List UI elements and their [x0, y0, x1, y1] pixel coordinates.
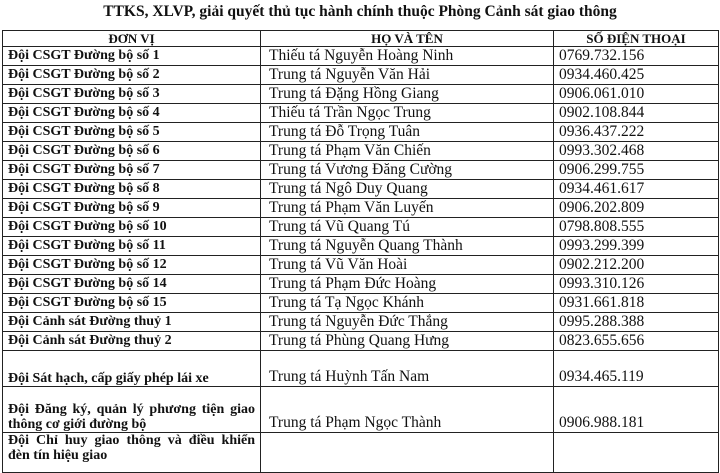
name-cell: Trung tá Phạm Đức Hoàng — [261, 275, 554, 294]
table-row — [3, 433, 719, 473]
unit-cell: Đội CSGT Đường bộ số 2 — [3, 66, 261, 85]
unit-cell: Đội CSGT Đường bộ số 1 — [3, 47, 261, 66]
table-row — [3, 313, 719, 332]
name-cell: Thiếu tá Trần Ngọc Trung — [261, 104, 554, 123]
table-row — [3, 47, 719, 66]
phone-cell: 0995.288.388 — [554, 313, 719, 332]
unit-cell: Đội CSGT Đường bộ số 8 — [3, 180, 261, 199]
name-cell: Trung tá Đỗ Trọng Tuân — [261, 123, 554, 142]
unit-cell: Đội CSGT Đường bộ số 9 — [3, 199, 261, 218]
unit-cell: Đội Sát hạch, cấp giấy phép lái xe — [3, 351, 261, 387]
phone-cell: 0823.655.656 — [554, 332, 719, 351]
name-cell: Trung tá Nguyễn Quang Thành — [261, 237, 554, 256]
document-title: TTKS, XLVP, giải quyết thủ tục hành chính thuộc Phòng Cảnh sát giao thông — [103, 3, 617, 20]
unit-cell: Đội Cảnh sát Đường thuỷ 1 — [3, 313, 261, 332]
unit-cell: Đội CSGT Đường bộ số 6 — [3, 142, 261, 161]
unit-cell: Đội CSGT Đường bộ số 11 — [3, 237, 261, 256]
unit-cell: Đội CSGT Đường bộ số 7 — [3, 161, 261, 180]
table-row — [3, 199, 719, 218]
phone-cell: 0993.302.468 — [554, 142, 719, 161]
phone-cell: 0798.808.555 — [554, 218, 719, 237]
phone-cell: 0902.108.844 — [554, 104, 719, 123]
unit-cell: Đội CSGT Đường bộ số 12 — [3, 256, 261, 275]
table-row — [3, 387, 719, 433]
name-cell: Trung tá Huỳnh Tấn Nam — [261, 351, 554, 387]
header-phone: SỐ ĐIỆN THOẠI — [554, 31, 719, 47]
phone-cell: 0934.460.425 — [554, 66, 719, 85]
unit-cell: Đội Cảnh sát Đường thuỷ 2 — [3, 332, 261, 351]
unit-cell: Đội CSGT Đường bộ số 5 — [3, 123, 261, 142]
table-header-row — [3, 31, 719, 47]
table-row — [3, 180, 719, 199]
name-cell: Trung tá Vương Đăng Cường — [261, 161, 554, 180]
name-cell: Trung tá Vũ Văn Hoài — [261, 256, 554, 275]
table-row — [3, 123, 719, 142]
contact-table — [2, 30, 719, 473]
phone-cell: 0934.465.119 — [554, 351, 719, 387]
name-cell: Trung tá Nguyễn Đức Thắng — [261, 313, 554, 332]
unit-cell: Đội CSGT Đường bộ số 3 — [3, 85, 261, 104]
unit-cell: Đội CSGT Đường bộ số 14 — [3, 275, 261, 294]
header-unit: ĐƠN VỊ — [3, 31, 261, 47]
phone-cell: 0906.061.010 — [554, 85, 719, 104]
name-cell: Trung tá Phạm Văn Chiến — [261, 142, 554, 161]
phone-cell: 0906.202.809 — [554, 199, 719, 218]
unit-cell: Đội CSGT Đường bộ số 15 — [3, 294, 261, 313]
table-row — [3, 161, 719, 180]
table-row — [3, 142, 719, 161]
phone-cell: 0936.437.222 — [554, 123, 719, 142]
name-cell: Trung tá Đặng Hồng Giang — [261, 85, 554, 104]
phone-cell — [554, 433, 719, 473]
table-row — [3, 294, 719, 313]
phone-cell: 0993.299.399 — [554, 237, 719, 256]
header-name: HỌ VÀ TÊN — [261, 31, 554, 47]
phone-cell: 0934.461.617 — [554, 180, 719, 199]
phone-cell: 0902.212.200 — [554, 256, 719, 275]
table-row — [3, 256, 719, 275]
table-row — [3, 237, 719, 256]
phone-cell: 0906.988.181 — [554, 387, 719, 433]
phone-cell: 0931.661.818 — [554, 294, 719, 313]
table-row — [3, 351, 719, 387]
name-cell: Thiếu tá Nguyễn Hoàng Ninh — [261, 47, 554, 66]
phone-cell: 0993.310.126 — [554, 275, 719, 294]
unit-cell: Đội CSGT Đường bộ số 10 — [3, 218, 261, 237]
name-cell: Trung tá Phùng Quang Hưng — [261, 332, 554, 351]
name-cell: Trung tá Tạ Ngọc Khánh — [261, 294, 554, 313]
table-row — [3, 275, 719, 294]
name-cell: Trung tá Vũ Quang Tú — [261, 218, 554, 237]
unit-cell: Đội CSGT Đường bộ số 4 — [3, 104, 261, 123]
table-row — [3, 66, 719, 85]
name-cell — [261, 433, 554, 473]
unit-cell: Đội Đăng ký, quản lý phương tiện giao thông cơ giới đường bộ — [3, 387, 261, 433]
table-row — [3, 332, 719, 351]
unit-cell: Đội Chỉ huy giao thông và điều khiển đèn tín hiệu giao — [3, 433, 261, 473]
name-cell: Trung tá Phạm Ngọc Thành — [261, 387, 554, 433]
name-cell: Trung tá Nguyễn Văn Hải — [261, 66, 554, 85]
name-cell: Trung tá Ngô Duy Quang — [261, 180, 554, 199]
table-row — [3, 85, 719, 104]
phone-cell: 0769.732.156 — [554, 47, 719, 66]
name-cell: Trung tá Phạm Văn Luyến — [261, 199, 554, 218]
table-row — [3, 218, 719, 237]
table-row — [3, 104, 719, 123]
phone-cell: 0906.299.755 — [554, 161, 719, 180]
